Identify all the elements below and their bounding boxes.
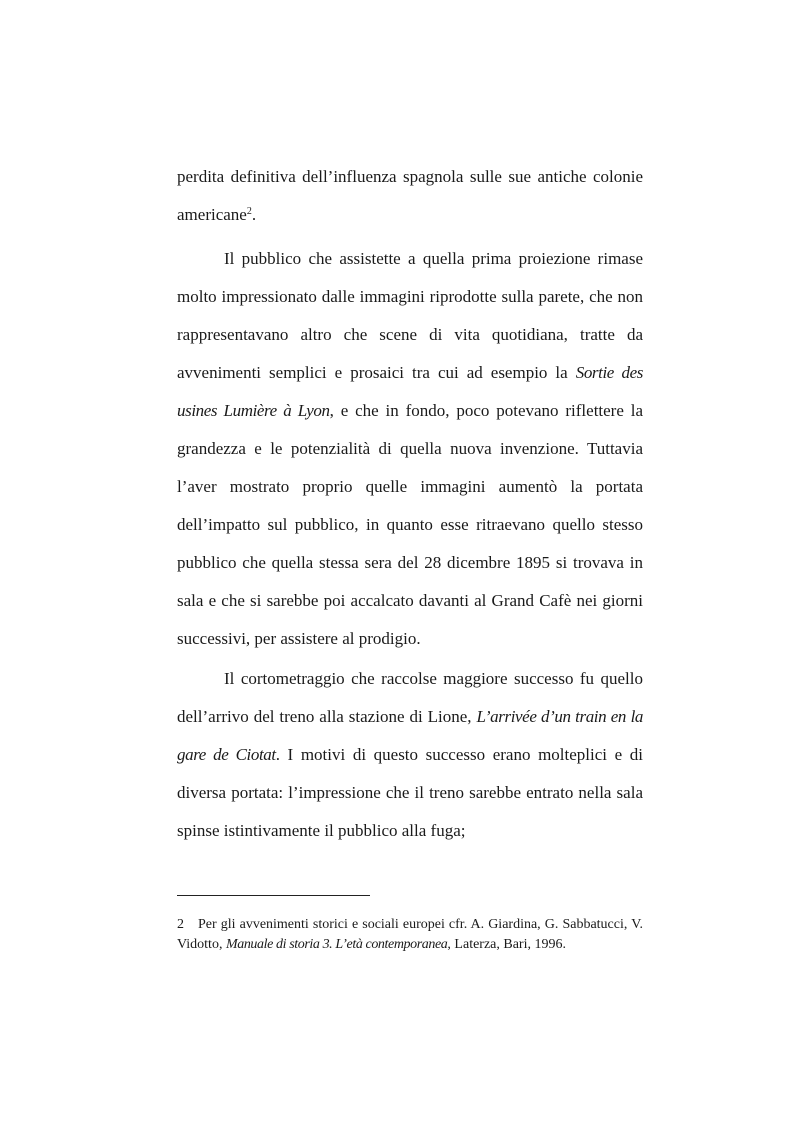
film-title: Sortie des usines Lumière à Lyon (177, 363, 643, 420)
footnote-reference[interactable]: 2 (246, 206, 252, 217)
film-title: L’arrivée d’un train en la gare de Ciotat (177, 707, 643, 764)
footnote-text: , Laterza, Bari, 1996. (447, 937, 566, 952)
book-title: Manuale di storia 3. L’età contemporanea (225, 937, 448, 952)
footnote (177, 915, 643, 955)
paragraph-continuation (177, 158, 643, 234)
paragraph-end: . (251, 205, 257, 224)
footnote-separator (177, 895, 370, 896)
paragraph-text: . I motivi di questo successo erano molteplici e di diversa portata: l’impressione che il treno sarebbe entrato nella sala spinse istintivamente il pubblico alla fuga; (177, 745, 643, 840)
paragraph-text: perdita definitiva dell’influenza spagnola sulle sue antiche colonie americane (177, 167, 643, 224)
paragraph-text: , e che in fondo, poco potevano riflettere la grandezza e le potenzialità di quella nuova invenzione. Tuttavia l’aver mostrato proprio quelle immagini aumentò la portata dell’impatto sul pubblico, in quanto esse ritraevano quello stesso pubblico che quella stessa sera del 28 dicembre 1895 si trovava in sala e che si sarebbe poi accalcato davanti al Grand Cafè nei giorni successivi, per assistere al prodigio. (177, 401, 643, 648)
paragraph-text: Il pubblico che assistette a quella prima proiezione rimase molto impressionato dalle immagini riprodotte sulla parete, che non rappresentavano altro che scene di vita quotidiana, tratte da avvenimenti semplici e prosaici tra cui ad esempio la (177, 249, 643, 382)
paragraph-text: Il cortometraggio che raccolse maggiore successo fu quello dell’arrivo del treno alla stazione di Lione, (177, 669, 643, 726)
paragraph-train-film (177, 660, 643, 850)
footnote-number: 2 (177, 917, 184, 932)
paragraph-lumiere-screening (177, 240, 643, 658)
footnote-text: Per gli avvenimenti storici e sociali europei cfr. A. Giardina, G. Sabbatucci, V. Vidotto, (177, 917, 643, 952)
